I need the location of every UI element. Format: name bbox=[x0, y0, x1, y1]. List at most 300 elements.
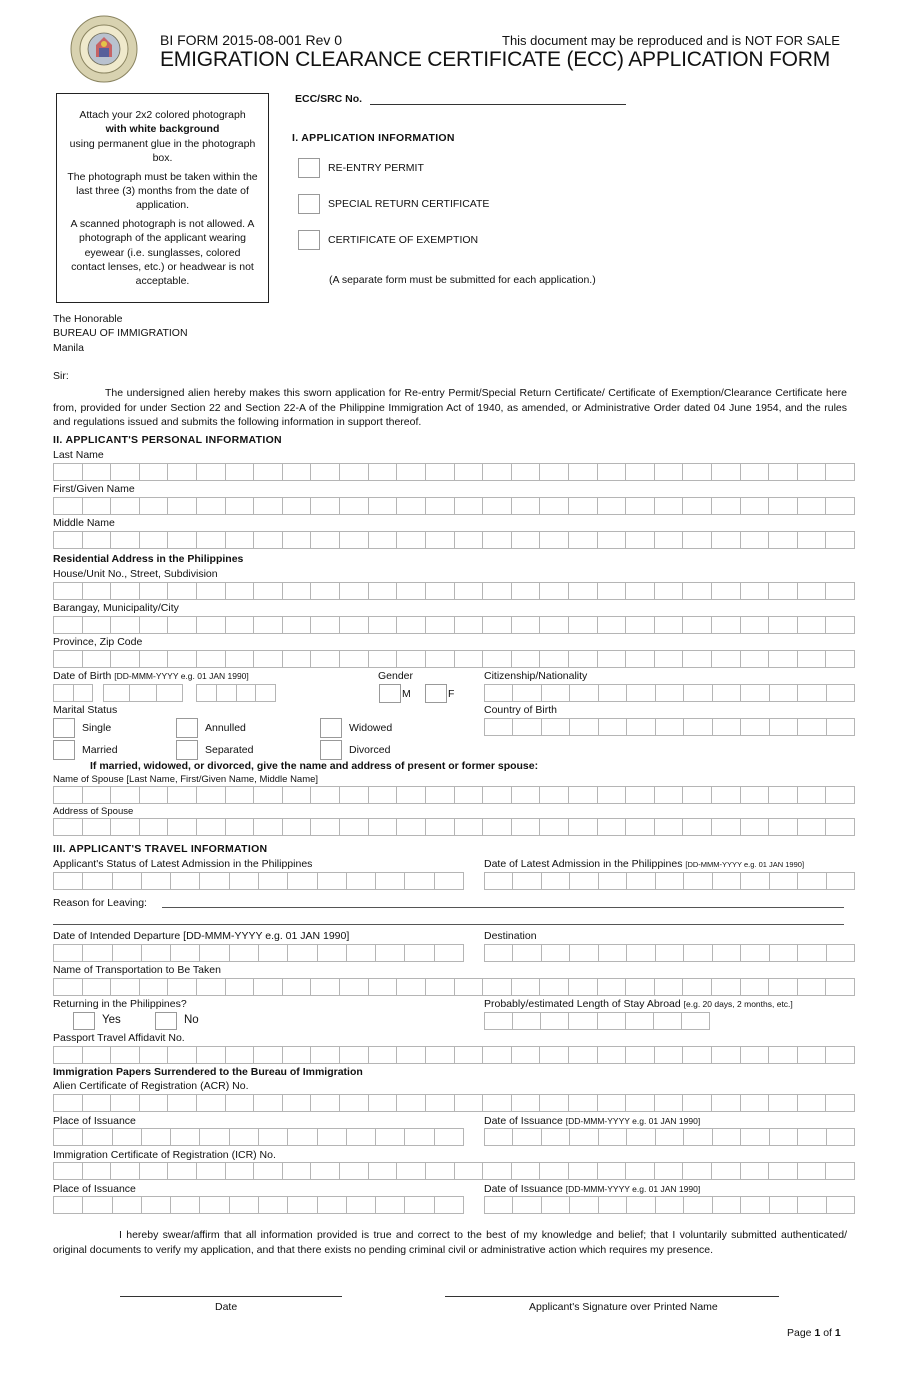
char-cell[interactable] bbox=[375, 872, 404, 890]
char-cell[interactable] bbox=[53, 531, 82, 549]
char-cell[interactable] bbox=[139, 1162, 168, 1180]
char-cell[interactable] bbox=[655, 1128, 683, 1146]
char-cell[interactable] bbox=[339, 1046, 368, 1064]
char-cell[interactable] bbox=[539, 1094, 568, 1112]
char-cell[interactable] bbox=[797, 978, 826, 996]
char-cell[interactable] bbox=[396, 978, 425, 996]
char-cell[interactable] bbox=[711, 818, 740, 836]
char-cell[interactable] bbox=[626, 1196, 654, 1214]
char-cell[interactable] bbox=[317, 872, 346, 890]
char-cell[interactable] bbox=[53, 616, 82, 634]
spouse-name-field[interactable] bbox=[53, 786, 855, 804]
char-cell[interactable] bbox=[53, 497, 82, 515]
char-cell[interactable] bbox=[425, 1162, 454, 1180]
char-cell[interactable] bbox=[625, 818, 654, 836]
char-cell[interactable] bbox=[768, 463, 797, 481]
char-cell[interactable] bbox=[539, 786, 568, 804]
char-cell[interactable] bbox=[425, 1046, 454, 1064]
admission-status-field[interactable] bbox=[53, 872, 464, 890]
char-cell[interactable] bbox=[282, 978, 311, 996]
char-cell[interactable] bbox=[797, 1128, 825, 1146]
char-cell[interactable] bbox=[339, 818, 368, 836]
char-cell[interactable] bbox=[711, 463, 740, 481]
char-cell[interactable] bbox=[625, 1046, 654, 1064]
char-cell[interactable] bbox=[825, 978, 855, 996]
char-cell[interactable] bbox=[740, 1196, 768, 1214]
char-cell[interactable] bbox=[170, 1128, 199, 1146]
char-cell[interactable] bbox=[711, 531, 740, 549]
char-cell[interactable] bbox=[253, 1162, 282, 1180]
photo-box[interactable]: Attach your 2x2 colored photograph with white background using permanent glue in the photograph box. The photograph must be taken within the last three (3) months from the date of application. A scanned photograph is not allowed. A photograph of the applicant wearing eyewear (i.e. sunglasses, colored contact lenses, etc.) or headwear is not acceptable. bbox=[56, 93, 269, 303]
reason-for-leaving-field[interactable] bbox=[162, 907, 844, 908]
char-cell[interactable] bbox=[170, 1196, 199, 1214]
char-cell[interactable] bbox=[282, 786, 311, 804]
char-cell[interactable] bbox=[82, 1162, 111, 1180]
affidavit-field[interactable] bbox=[53, 1046, 855, 1064]
char-cell[interactable] bbox=[512, 944, 540, 962]
char-cell[interactable] bbox=[196, 1094, 225, 1112]
char-cell[interactable] bbox=[368, 582, 397, 600]
char-cell[interactable] bbox=[597, 1046, 626, 1064]
char-cell[interactable] bbox=[539, 497, 568, 515]
char-cell[interactable] bbox=[368, 978, 397, 996]
char-cell[interactable] bbox=[653, 1012, 681, 1030]
char-cell[interactable] bbox=[541, 1196, 569, 1214]
last-name-field[interactable] bbox=[53, 463, 855, 481]
char-cell[interactable] bbox=[110, 650, 139, 668]
char-cell[interactable] bbox=[569, 872, 597, 890]
char-cell[interactable] bbox=[711, 978, 740, 996]
char-cell[interactable] bbox=[768, 1046, 797, 1064]
char-cell[interactable] bbox=[310, 582, 339, 600]
char-cell[interactable] bbox=[598, 1128, 626, 1146]
char-cell[interactable] bbox=[740, 582, 769, 600]
char-cell[interactable] bbox=[225, 1094, 254, 1112]
char-cell[interactable] bbox=[511, 531, 540, 549]
char-cell[interactable] bbox=[167, 582, 196, 600]
special-return-certificate-checkbox[interactable] bbox=[298, 194, 320, 214]
char-cell[interactable] bbox=[740, 1162, 769, 1180]
char-cell[interactable] bbox=[569, 718, 597, 736]
char-cell[interactable] bbox=[568, 463, 597, 481]
char-cell[interactable] bbox=[454, 786, 483, 804]
middle-name-field[interactable] bbox=[53, 531, 855, 549]
char-cell[interactable] bbox=[598, 944, 626, 962]
char-cell[interactable] bbox=[253, 531, 282, 549]
char-cell[interactable] bbox=[82, 650, 111, 668]
char-cell[interactable] bbox=[797, 818, 826, 836]
char-cell[interactable] bbox=[396, 1162, 425, 1180]
char-cell[interactable] bbox=[110, 818, 139, 836]
char-cell[interactable] bbox=[711, 1094, 740, 1112]
char-cell[interactable] bbox=[196, 497, 225, 515]
date-signature-line[interactable] bbox=[120, 1296, 342, 1297]
char-cell[interactable] bbox=[404, 944, 433, 962]
char-cell[interactable] bbox=[540, 1012, 568, 1030]
char-cell[interactable] bbox=[82, 531, 111, 549]
char-cell[interactable] bbox=[346, 1128, 375, 1146]
char-cell[interactable] bbox=[310, 1094, 339, 1112]
char-cell[interactable] bbox=[225, 818, 254, 836]
transportation-field[interactable] bbox=[53, 978, 855, 996]
char-cell[interactable] bbox=[225, 497, 254, 515]
char-cell[interactable] bbox=[82, 978, 111, 996]
reason-for-leaving-field-line-2[interactable] bbox=[53, 924, 844, 925]
char-cell[interactable] bbox=[339, 463, 368, 481]
char-cell[interactable] bbox=[512, 684, 540, 702]
char-cell[interactable] bbox=[797, 616, 826, 634]
marital-annulled-checkbox[interactable] bbox=[176, 718, 198, 738]
char-cell[interactable] bbox=[740, 463, 769, 481]
char-cell[interactable] bbox=[797, 497, 826, 515]
char-cell[interactable] bbox=[53, 786, 82, 804]
char-cell[interactable] bbox=[484, 718, 512, 736]
char-cell[interactable] bbox=[825, 650, 855, 668]
char-cell[interactable] bbox=[740, 944, 768, 962]
char-cell[interactable] bbox=[482, 582, 511, 600]
char-cell[interactable] bbox=[712, 872, 740, 890]
char-cell[interactable] bbox=[139, 818, 168, 836]
char-cell[interactable] bbox=[368, 1162, 397, 1180]
char-cell[interactable] bbox=[199, 1196, 228, 1214]
char-cell[interactable] bbox=[797, 1046, 826, 1064]
char-cell[interactable] bbox=[253, 978, 282, 996]
char-cell[interactable] bbox=[287, 1196, 316, 1214]
char-cell[interactable] bbox=[825, 786, 855, 804]
acr-date-field[interactable] bbox=[484, 1128, 855, 1146]
char-cell[interactable] bbox=[141, 1128, 170, 1146]
char-cell[interactable] bbox=[339, 978, 368, 996]
char-cell[interactable] bbox=[229, 1196, 258, 1214]
char-cell[interactable] bbox=[654, 786, 683, 804]
char-cell[interactable] bbox=[541, 718, 569, 736]
char-cell[interactable] bbox=[454, 582, 483, 600]
char-cell[interactable] bbox=[310, 818, 339, 836]
char-cell[interactable] bbox=[825, 616, 855, 634]
char-cell[interactable] bbox=[139, 1046, 168, 1064]
char-cell[interactable] bbox=[654, 531, 683, 549]
char-cell[interactable] bbox=[454, 463, 483, 481]
char-cell[interactable] bbox=[484, 1196, 512, 1214]
char-cell[interactable] bbox=[769, 718, 797, 736]
char-cell[interactable] bbox=[454, 1094, 483, 1112]
acr-place-field[interactable] bbox=[53, 1128, 464, 1146]
char-cell[interactable] bbox=[110, 978, 139, 996]
char-cell[interactable] bbox=[625, 1012, 653, 1030]
char-cell[interactable] bbox=[425, 616, 454, 634]
char-cell[interactable] bbox=[826, 1196, 855, 1214]
char-cell[interactable] bbox=[282, 531, 311, 549]
char-cell[interactable] bbox=[482, 616, 511, 634]
char-cell[interactable] bbox=[196, 531, 225, 549]
char-cell[interactable] bbox=[682, 1162, 711, 1180]
char-cell[interactable] bbox=[597, 818, 626, 836]
char-cell[interactable] bbox=[339, 650, 368, 668]
char-cell[interactable] bbox=[597, 978, 626, 996]
char-cell[interactable] bbox=[769, 1196, 797, 1214]
char-cell[interactable] bbox=[482, 786, 511, 804]
char-cell[interactable] bbox=[53, 872, 82, 890]
char-cell[interactable] bbox=[740, 1128, 768, 1146]
char-cell[interactable] bbox=[310, 497, 339, 515]
char-cell[interactable] bbox=[597, 463, 626, 481]
char-cell[interactable] bbox=[112, 944, 141, 962]
char-cell[interactable] bbox=[225, 616, 254, 634]
char-cell[interactable] bbox=[196, 786, 225, 804]
char-cell[interactable] bbox=[129, 684, 155, 702]
char-cell[interactable] bbox=[711, 650, 740, 668]
char-cell[interactable] bbox=[454, 978, 483, 996]
province-zip-field[interactable] bbox=[53, 650, 855, 668]
char-cell[interactable] bbox=[512, 1012, 540, 1030]
char-cell[interactable] bbox=[368, 650, 397, 668]
char-cell[interactable] bbox=[539, 463, 568, 481]
char-cell[interactable] bbox=[82, 1094, 111, 1112]
char-cell[interactable] bbox=[568, 582, 597, 600]
char-cell[interactable] bbox=[683, 944, 711, 962]
char-cell[interactable] bbox=[682, 582, 711, 600]
char-cell[interactable] bbox=[282, 616, 311, 634]
char-cell[interactable] bbox=[282, 1162, 311, 1180]
char-cell[interactable] bbox=[597, 1012, 625, 1030]
char-cell[interactable] bbox=[825, 818, 855, 836]
char-cell[interactable] bbox=[712, 684, 740, 702]
char-cell[interactable] bbox=[53, 684, 73, 702]
char-cell[interactable] bbox=[425, 818, 454, 836]
char-cell[interactable] bbox=[112, 1128, 141, 1146]
char-cell[interactable] bbox=[768, 497, 797, 515]
char-cell[interactable] bbox=[141, 872, 170, 890]
char-cell[interactable] bbox=[539, 531, 568, 549]
stay-length-field[interactable] bbox=[484, 1012, 710, 1030]
marital-married-checkbox[interactable] bbox=[53, 740, 75, 760]
char-cell[interactable] bbox=[740, 684, 768, 702]
barangay-field[interactable] bbox=[53, 616, 855, 634]
char-cell[interactable] bbox=[139, 497, 168, 515]
admission-date-field[interactable] bbox=[484, 872, 855, 890]
char-cell[interactable] bbox=[310, 1046, 339, 1064]
char-cell[interactable] bbox=[740, 978, 769, 996]
char-cell[interactable] bbox=[310, 463, 339, 481]
char-cell[interactable] bbox=[139, 463, 168, 481]
char-cell[interactable] bbox=[712, 1196, 740, 1214]
char-cell[interactable] bbox=[797, 582, 826, 600]
char-cell[interactable] bbox=[626, 944, 654, 962]
char-cell[interactable] bbox=[482, 1094, 511, 1112]
char-cell[interactable] bbox=[568, 1046, 597, 1064]
char-cell[interactable] bbox=[53, 463, 82, 481]
char-cell[interactable] bbox=[768, 650, 797, 668]
char-cell[interactable] bbox=[454, 818, 483, 836]
char-cell[interactable] bbox=[225, 463, 254, 481]
char-cell[interactable] bbox=[317, 944, 346, 962]
char-cell[interactable] bbox=[625, 463, 654, 481]
char-cell[interactable] bbox=[82, 944, 111, 962]
char-cell[interactable] bbox=[167, 1162, 196, 1180]
char-cell[interactable] bbox=[196, 818, 225, 836]
char-cell[interactable] bbox=[82, 497, 111, 515]
char-cell[interactable] bbox=[482, 497, 511, 515]
char-cell[interactable] bbox=[484, 944, 512, 962]
char-cell[interactable] bbox=[282, 497, 311, 515]
char-cell[interactable] bbox=[139, 531, 168, 549]
char-cell[interactable] bbox=[539, 978, 568, 996]
char-cell[interactable] bbox=[569, 944, 597, 962]
marital-separated-checkbox[interactable] bbox=[176, 740, 198, 760]
char-cell[interactable] bbox=[225, 650, 254, 668]
char-cell[interactable] bbox=[167, 497, 196, 515]
char-cell[interactable] bbox=[282, 463, 311, 481]
char-cell[interactable] bbox=[368, 497, 397, 515]
char-cell[interactable] bbox=[482, 650, 511, 668]
char-cell[interactable] bbox=[655, 944, 683, 962]
char-cell[interactable] bbox=[167, 616, 196, 634]
char-cell[interactable] bbox=[626, 684, 654, 702]
icr-date-field[interactable] bbox=[484, 1196, 855, 1214]
char-cell[interactable] bbox=[282, 1046, 311, 1064]
char-cell[interactable] bbox=[82, 1046, 111, 1064]
char-cell[interactable] bbox=[425, 463, 454, 481]
char-cell[interactable] bbox=[484, 872, 512, 890]
char-cell[interactable] bbox=[683, 872, 711, 890]
char-cell[interactable] bbox=[258, 944, 287, 962]
char-cell[interactable] bbox=[396, 616, 425, 634]
char-cell[interactable] bbox=[511, 650, 540, 668]
char-cell[interactable] bbox=[511, 818, 540, 836]
char-cell[interactable] bbox=[569, 684, 597, 702]
char-cell[interactable] bbox=[740, 1094, 769, 1112]
char-cell[interactable] bbox=[167, 650, 196, 668]
char-cell[interactable] bbox=[454, 497, 483, 515]
char-cell[interactable] bbox=[110, 786, 139, 804]
char-cell[interactable] bbox=[396, 786, 425, 804]
char-cell[interactable] bbox=[825, 463, 855, 481]
char-cell[interactable] bbox=[53, 1196, 82, 1214]
char-cell[interactable] bbox=[539, 1162, 568, 1180]
dob-year-field[interactable] bbox=[196, 684, 276, 702]
char-cell[interactable] bbox=[196, 463, 225, 481]
char-cell[interactable] bbox=[682, 1046, 711, 1064]
char-cell[interactable] bbox=[482, 978, 511, 996]
char-cell[interactable] bbox=[368, 616, 397, 634]
char-cell[interactable] bbox=[253, 650, 282, 668]
char-cell[interactable] bbox=[170, 944, 199, 962]
char-cell[interactable] bbox=[654, 616, 683, 634]
char-cell[interactable] bbox=[740, 616, 769, 634]
char-cell[interactable] bbox=[597, 786, 626, 804]
char-cell[interactable] bbox=[626, 872, 654, 890]
char-cell[interactable] bbox=[368, 786, 397, 804]
char-cell[interactable] bbox=[625, 786, 654, 804]
char-cell[interactable] bbox=[396, 1046, 425, 1064]
char-cell[interactable] bbox=[625, 497, 654, 515]
char-cell[interactable] bbox=[768, 1162, 797, 1180]
char-cell[interactable] bbox=[310, 978, 339, 996]
char-cell[interactable] bbox=[768, 616, 797, 634]
char-cell[interactable] bbox=[626, 1128, 654, 1146]
char-cell[interactable] bbox=[568, 1094, 597, 1112]
char-cell[interactable] bbox=[826, 718, 855, 736]
char-cell[interactable] bbox=[434, 944, 464, 962]
char-cell[interactable] bbox=[368, 463, 397, 481]
char-cell[interactable] bbox=[597, 531, 626, 549]
char-cell[interactable] bbox=[541, 684, 569, 702]
char-cell[interactable] bbox=[568, 818, 597, 836]
char-cell[interactable] bbox=[375, 1196, 404, 1214]
char-cell[interactable] bbox=[655, 1196, 683, 1214]
char-cell[interactable] bbox=[654, 463, 683, 481]
citizenship-field[interactable] bbox=[484, 684, 855, 702]
char-cell[interactable] bbox=[287, 872, 316, 890]
char-cell[interactable] bbox=[110, 497, 139, 515]
char-cell[interactable] bbox=[225, 1046, 254, 1064]
char-cell[interactable] bbox=[396, 463, 425, 481]
char-cell[interactable] bbox=[511, 463, 540, 481]
char-cell[interactable] bbox=[139, 786, 168, 804]
char-cell[interactable] bbox=[282, 1094, 311, 1112]
char-cell[interactable] bbox=[482, 818, 511, 836]
char-cell[interactable] bbox=[597, 1094, 626, 1112]
country-of-birth-field[interactable] bbox=[484, 718, 855, 736]
gender-male-checkbox[interactable] bbox=[379, 684, 401, 703]
char-cell[interactable] bbox=[225, 1162, 254, 1180]
char-cell[interactable] bbox=[253, 463, 282, 481]
char-cell[interactable] bbox=[112, 872, 141, 890]
char-cell[interactable] bbox=[598, 1196, 626, 1214]
marital-single-checkbox[interactable] bbox=[53, 718, 75, 738]
char-cell[interactable] bbox=[797, 718, 825, 736]
char-cell[interactable] bbox=[167, 1046, 196, 1064]
char-cell[interactable] bbox=[826, 944, 855, 962]
char-cell[interactable] bbox=[404, 872, 433, 890]
char-cell[interactable] bbox=[511, 616, 540, 634]
char-cell[interactable] bbox=[511, 978, 540, 996]
char-cell[interactable] bbox=[768, 531, 797, 549]
char-cell[interactable] bbox=[682, 497, 711, 515]
char-cell[interactable] bbox=[346, 944, 375, 962]
char-cell[interactable] bbox=[170, 872, 199, 890]
char-cell[interactable] bbox=[568, 978, 597, 996]
char-cell[interactable] bbox=[825, 531, 855, 549]
char-cell[interactable] bbox=[482, 531, 511, 549]
char-cell[interactable] bbox=[511, 582, 540, 600]
char-cell[interactable] bbox=[654, 650, 683, 668]
char-cell[interactable] bbox=[253, 616, 282, 634]
char-cell[interactable] bbox=[310, 531, 339, 549]
char-cell[interactable] bbox=[740, 872, 768, 890]
char-cell[interactable] bbox=[740, 818, 769, 836]
char-cell[interactable] bbox=[368, 1094, 397, 1112]
char-cell[interactable] bbox=[655, 718, 683, 736]
char-cell[interactable] bbox=[682, 616, 711, 634]
char-cell[interactable] bbox=[196, 684, 216, 702]
char-cell[interactable] bbox=[82, 582, 111, 600]
char-cell[interactable] bbox=[597, 497, 626, 515]
char-cell[interactable] bbox=[511, 497, 540, 515]
char-cell[interactable] bbox=[167, 818, 196, 836]
char-cell[interactable] bbox=[769, 684, 797, 702]
char-cell[interactable] bbox=[396, 1094, 425, 1112]
char-cell[interactable] bbox=[156, 684, 183, 702]
char-cell[interactable] bbox=[797, 1094, 826, 1112]
char-cell[interactable] bbox=[512, 718, 540, 736]
char-cell[interactable] bbox=[682, 978, 711, 996]
char-cell[interactable] bbox=[654, 1046, 683, 1064]
char-cell[interactable] bbox=[539, 582, 568, 600]
char-cell[interactable] bbox=[711, 582, 740, 600]
char-cell[interactable] bbox=[484, 684, 512, 702]
char-cell[interactable] bbox=[229, 1128, 258, 1146]
